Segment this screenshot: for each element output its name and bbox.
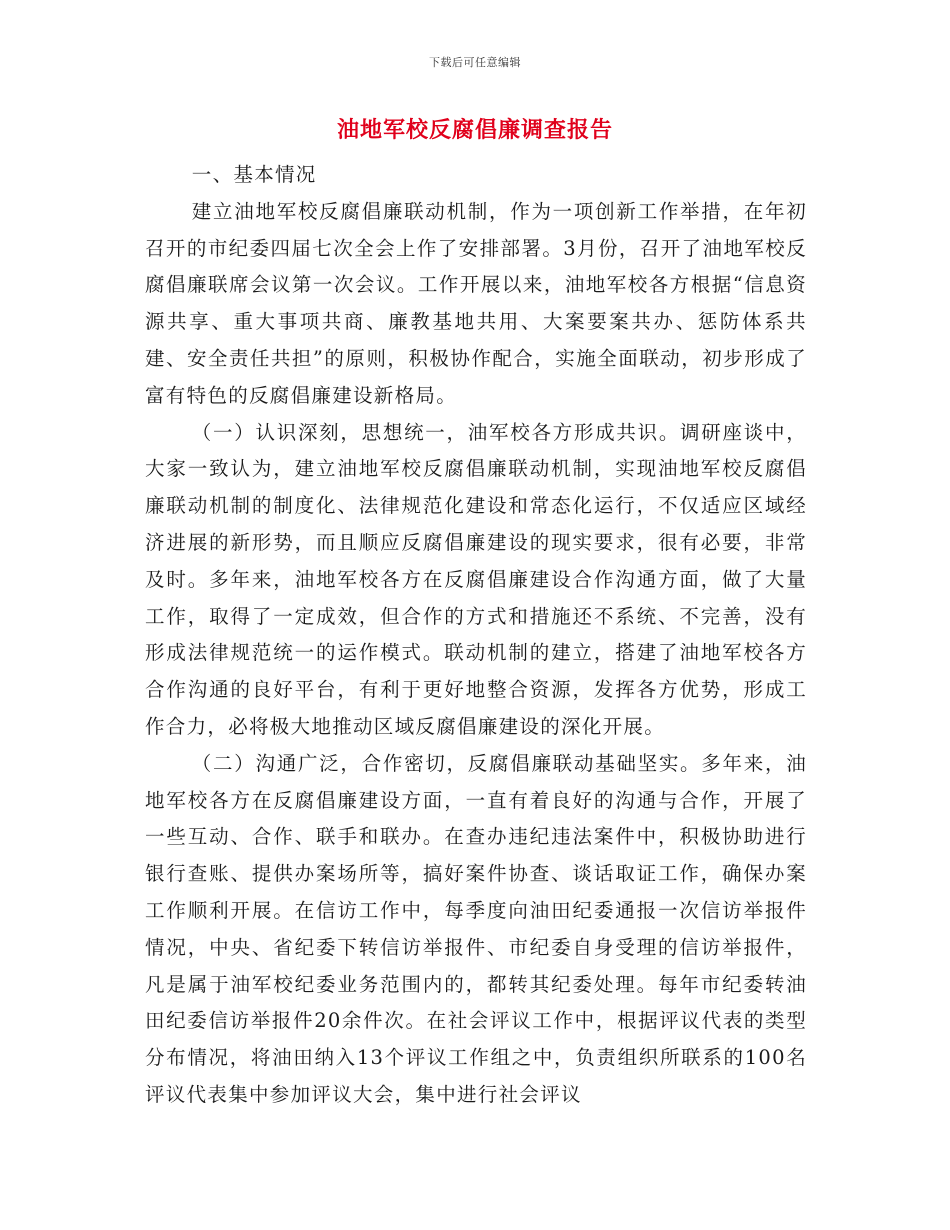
document-body xyxy=(145,157,807,1114)
document-title: 油地军校反腐倡廉调查报告 xyxy=(336,117,613,143)
paragraph-item-2: （二）沟通广泛，合作密切，反腐倡廉联动基础坚实。多年来，油地军校各方在反腐倡廉建设方面，一直有着良好的沟通与合作，开展了一些互动、合作、联手和联办。在查办违纪违法案件中，积极协助进行银行查账、提供办案场所等，搞好案件协查、谈话取证工作，确保办案工作顺利开展。在信访工作中，每季度向油田纪委通报一次信访举报件情况，中央、省纪委下转信访举报件、市纪委自身受理的信访举报件，凡是属于油军校纪委业务范围内的，都转其纪委处理。每年市纪委转油田纪委信访举报件20余件次。在社会评议工作中，根据评议代表的类型分布情况，将油田纳入13个评议工作组之中，负责组织所联系的100名评议代表集中参加评议大会，集中进行社会评议 xyxy=(145,751,807,1106)
paragraph-item-1: （一）认识深刻，思想统一，油军校各方形成共识。调研座谈中，大家一致认为，建立油地军校反腐倡廉联动机制，实现油地军校反腐倡廉联动机制的制度化、法律规范化建设和常态化运行，不仅适应区域经济进展的新形势，而且顺应反腐倡廉建设的现实要求，很有必要，非常及时。多年来，油地军校各方在反腐倡廉建设合作沟通方面，做了大量工作，取得了一定成效，但合作的方式和措施还不系统、不完善，没有形成法律规范统一的运作模式。联动机制的建立，搭建了油地军校各方合作沟通的良好平台，有利于更好地整合资源，发挥各方优势，形成工作合力，必将极大地推动区域反腐倡廉建设的深化开展。 xyxy=(145,420,807,738)
header-note: 下载后可任意编辑 xyxy=(429,56,521,69)
paragraph-intro: 建立油地军校反腐倡廉联动机制，作为一项创新工作举措，在年初召开的市纪委四届七次全会上作了安排部署。3月份，召开了油地军校反腐倡廉联席会议第一次会议。工作开展以来，油地军校各方根据“信息资源共享、重大事项共商、廉教基地共用、大案要案共办、惩防体系共建、安全责任共担”的原则，积极协作配合，实施全面联动，初步形成了富有特色的反腐倡廉建设新格局。 xyxy=(145,199,807,407)
section-heading: 一、基本情况 xyxy=(191,163,317,186)
